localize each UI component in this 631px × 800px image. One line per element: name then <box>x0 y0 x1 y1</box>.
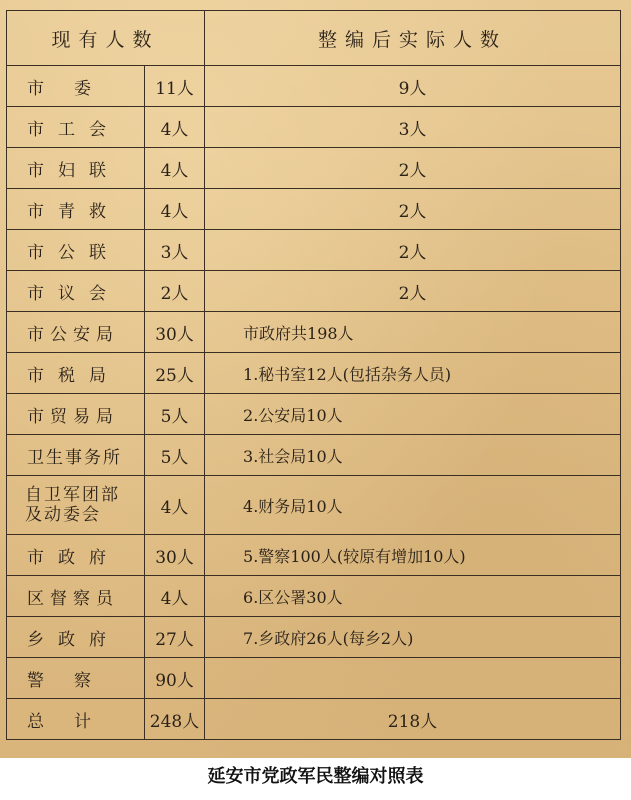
current-count-cell: 4人 <box>145 148 205 189</box>
table-row <box>7 658 621 699</box>
unit-cell: 市公联 <box>7 230 145 271</box>
unit-cell: 区督察员 <box>7 576 145 617</box>
unit-cell: 市贸易局 <box>7 394 145 435</box>
after-count-cell: 2人 <box>205 230 621 271</box>
current-count-cell: 90人 <box>145 658 205 699</box>
current-count-cell: 11人 <box>145 66 205 107</box>
unit-cell: 市公安局 <box>7 312 145 353</box>
header-current-count: 现有人数 <box>7 11 205 66</box>
unit-cell: 市委 <box>7 66 145 107</box>
after-count-cell: 6.区公署30人 <box>205 576 621 617</box>
after-count-cell: 2人 <box>205 148 621 189</box>
table-row <box>7 535 621 576</box>
after-count-cell: 市政府共198人 <box>205 312 621 353</box>
unit-cell <box>7 476 145 535</box>
after-count-cell: 5.警察100人(较原有增加10人) <box>205 535 621 576</box>
unit-cell: 市青救 <box>7 189 145 230</box>
after-count-cell <box>205 658 621 699</box>
total-current-count-cell: 248人 <box>145 699 205 740</box>
table-row <box>7 617 621 658</box>
table-row <box>7 312 621 353</box>
unit-cell: 市妇联 <box>7 148 145 189</box>
current-count-cell: 4人 <box>145 576 205 617</box>
table-row <box>7 394 621 435</box>
current-count-cell: 25人 <box>145 353 205 394</box>
after-count-cell: 2.公安局10人 <box>205 394 621 435</box>
table-row <box>7 66 621 107</box>
table-row <box>7 353 621 394</box>
table-row <box>7 107 621 148</box>
after-count-cell: 2人 <box>205 271 621 312</box>
current-count-cell: 27人 <box>145 617 205 658</box>
unit-cell: 市政府 <box>7 535 145 576</box>
table-row <box>7 576 621 617</box>
current-count-cell: 4人 <box>145 476 205 535</box>
table-row-total <box>7 699 621 740</box>
unit-cell: 市议会 <box>7 271 145 312</box>
table-header-row <box>7 11 621 66</box>
current-count-cell: 5人 <box>145 394 205 435</box>
current-count-cell: 30人 <box>145 535 205 576</box>
table-row <box>7 476 621 535</box>
document-caption: 延安市党政军民整编对照表 <box>207 766 424 787</box>
table-row <box>7 148 621 189</box>
after-count-cell: 2人 <box>205 189 621 230</box>
after-count-cell: 3.社会局10人 <box>205 435 621 476</box>
table-row <box>7 189 621 230</box>
after-count-cell: 4.财务局10人 <box>205 476 621 535</box>
after-count-cell: 7.乡政府26人(每乡2人) <box>205 617 621 658</box>
header-after-count: 整编后实际人数 <box>205 11 621 66</box>
after-count-cell: 9人 <box>205 66 621 107</box>
unit-cell: 乡政府 <box>7 617 145 658</box>
unit-line-1: 自卫军团部 <box>25 485 120 505</box>
after-count-cell: 3人 <box>205 107 621 148</box>
after-count-cell: 1.秘书室12人(包括杂务人员) <box>205 353 621 394</box>
comparison-table <box>6 10 621 740</box>
current-count-cell: 4人 <box>145 107 205 148</box>
total-after-count-cell: 218人 <box>205 699 621 740</box>
unit-cell: 市税局 <box>7 353 145 394</box>
unit-cell: 警察 <box>7 658 145 699</box>
current-count-cell: 4人 <box>145 189 205 230</box>
table-row <box>7 271 621 312</box>
unit-line-2: 及动委会 <box>25 505 101 525</box>
current-count-cell: 30人 <box>145 312 205 353</box>
table-row <box>7 435 621 476</box>
unit-cell: 卫生事务所 <box>7 435 145 476</box>
table-row <box>7 230 621 271</box>
current-count-cell: 5人 <box>145 435 205 476</box>
unit-cell: 市工会 <box>7 107 145 148</box>
current-count-cell: 2人 <box>145 271 205 312</box>
total-label-cell: 总计 <box>7 699 145 740</box>
current-count-cell: 3人 <box>145 230 205 271</box>
